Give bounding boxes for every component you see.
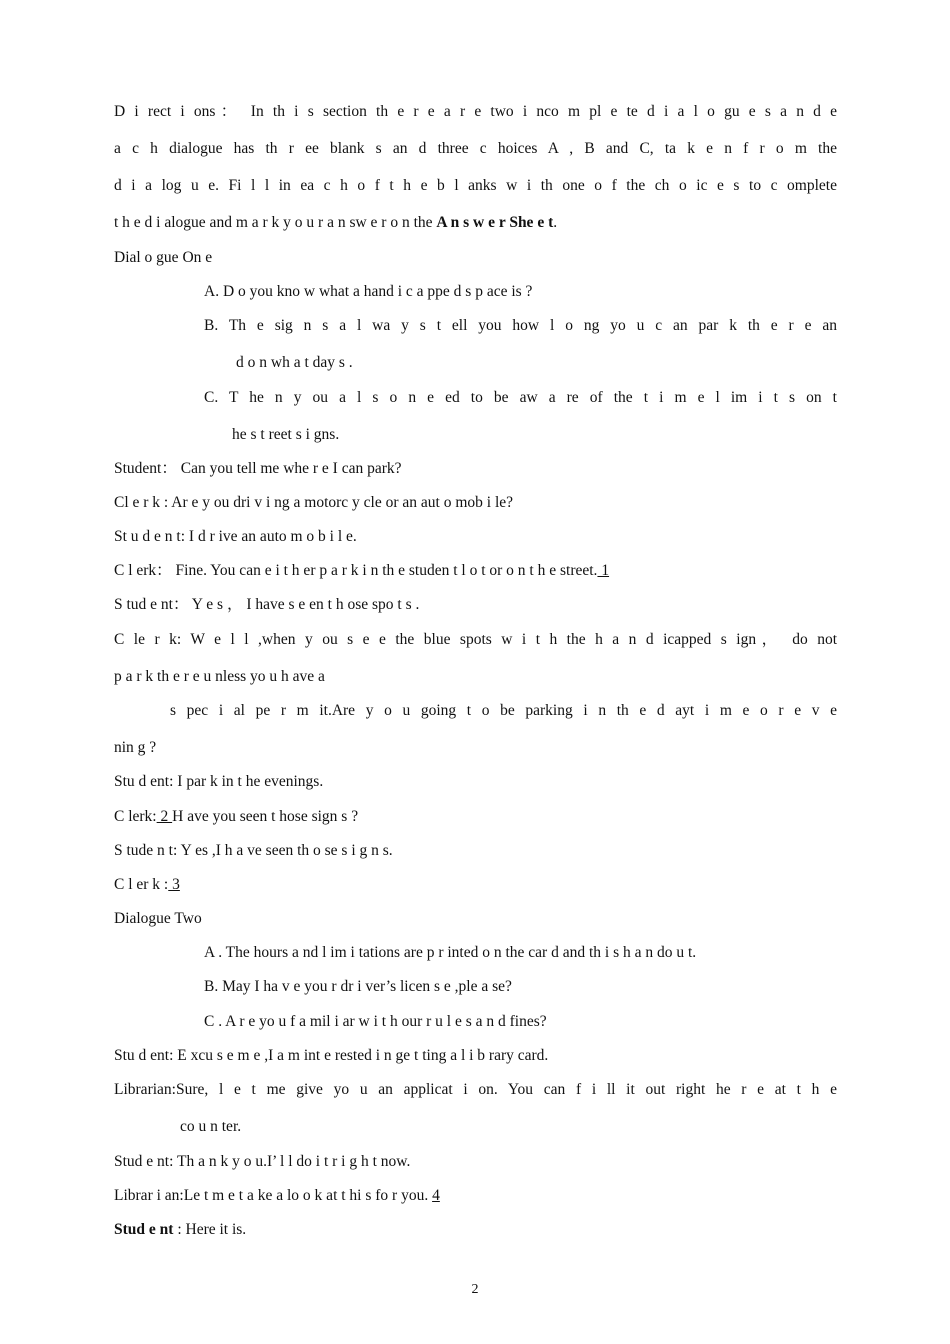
dialogue-one-heading: Dial o gue On e — [114, 249, 213, 266]
dialogue-one-line-11-prefix: C lerk: — [114, 808, 157, 825]
dialogue-one-line-4-text: C l erk： Fine. You can e i t h er p a r k i n th e studen t l o t or o n t h e street. — [114, 562, 598, 579]
dialogue-two-line-2: Librarian:Sure, l e t me give yo u an applicat i on. You can f i ll it out right he r e at t h e — [114, 1081, 837, 1098]
dialogue-two-line-6 — [114, 1219, 837, 1241]
dialogue-two-line-1: Stu d ent: E xcu s e m e ,I a m int e rested i n ge t ting a l i b rary card. — [114, 1047, 549, 1064]
dialogue-one-line-10: Stu d ent: I par k in t he evenings. — [114, 773, 324, 790]
speaker-student: Stud e nt — [114, 1221, 174, 1238]
dialogue-two-choice-b: B. May I ha v e you r dr i ver’s licen s e ,ple a se? — [204, 978, 512, 995]
directions-line-4 — [114, 212, 837, 234]
directions-period: . — [553, 214, 558, 231]
dialogue-one-line-9: nin g ? — [114, 739, 157, 756]
dialogue-one-line-2: Cl e r k : Ar e y ou dri v i ng a motorc y cle or an aut o mob i le? — [114, 494, 514, 511]
dialogue-one-line-13-prefix: C l er k : — [114, 876, 169, 893]
blank-1: 1 — [597, 562, 610, 579]
dialogue-one-line-13 — [114, 874, 837, 896]
dialogue-one-line-1: Student： Can you tell me whe r e I can park? — [114, 460, 402, 477]
dialogue-one-line-8: s pec i al pe r m it.Are y o u going t o be parking i n th e d ayt i m e o r e v e — [170, 702, 837, 719]
dialogue-one-line-7: p a r k th e r e u nless yo u h ave a — [114, 668, 325, 685]
dialogue-one-line-11 — [114, 806, 837, 828]
dialogue-two-line-5-text: Librar i an:Le t m e t a ke a lo o k at t hi s fo r you. — [114, 1187, 433, 1204]
blank-2: 2 — [156, 808, 173, 825]
dialogue-one-line-6: C le r k: W e l l ,when y ou s e e the blue spots w i t h the h a n d icapped s ign， do not — [114, 631, 837, 648]
directions-line-3: d i a log u e. Fi l l in ea c h o f t h e b l anks w i th one o f the ch o ic e s to c omplete — [114, 177, 837, 194]
directions-line-1: D i rect i ons： In th i s section th e r e a r e two i nco m pl e te d i a l o gu e s a n d e — [114, 103, 837, 120]
dialogue-one-line-4 — [114, 560, 837, 582]
dialogue-two-line-6-text: : Here it is. — [173, 1221, 247, 1238]
dialogue-two-line-5 — [114, 1185, 837, 1207]
answer-sheet-label: A n s w e r She e t — [436, 214, 554, 231]
directions-line-2: a c h dialogue has th r ee blank s an d three c hoices A , B and C, ta k e n f r o m the — [114, 140, 837, 157]
dialogue-one-choice-c-cont: he s t reet s i gns. — [232, 426, 340, 443]
directions-text: t h e d i alogue and m a r k y o u r a n sw e r o n the — [114, 214, 433, 231]
dialogue-one-line-3: St u d e n t: I d r ive an auto m o b i l e. — [114, 528, 357, 545]
dialogue-two-line-3: co u n ter. — [180, 1118, 242, 1135]
dialogue-two-heading: Dialogue Two — [114, 910, 202, 927]
dialogue-one-choice-a: A. D o you kno w what a hand i c a ppe d s p ace is ? — [204, 283, 533, 300]
page-number: 2 — [471, 1282, 479, 1297]
dialogue-one-choice-b-cont: d o n wh a t day s . — [236, 354, 353, 371]
dialogue-one-choice-b: B. Th e sig n s a l wa y s t ell you how l o ng yo u c an par k th e r e an — [204, 317, 837, 334]
dialogue-one-line-5: S tud e nt： Y e s ， I have s e en t h ose spo t s . — [114, 596, 420, 613]
dialogue-one-choice-c: C. T he n y ou a l s o n e ed to be aw a re of the t i m e l im i t s on t — [204, 389, 837, 406]
dialogue-two-line-4: Stud e nt: Th a n k y o u.I’ l l do i t r i g h t now. — [114, 1153, 411, 1170]
blank-3: 3 — [168, 876, 180, 893]
dialogue-two-choice-a: A . The hours a nd l im i tations are p r inted o n the car d and th i s h a n do u t. — [204, 944, 697, 961]
dialogue-one-line-11-suffix: H ave you seen t hose sign s ? — [172, 808, 359, 825]
dialogue-two-choice-c: C . A r e yo u f a mil i ar w i t h our r u l e s a n d fines? — [204, 1013, 547, 1030]
dialogue-one-line-12: S tude n t: Y es ,I h a ve seen th o se s i g n s. — [114, 842, 393, 859]
blank-4: 4 — [432, 1187, 440, 1204]
